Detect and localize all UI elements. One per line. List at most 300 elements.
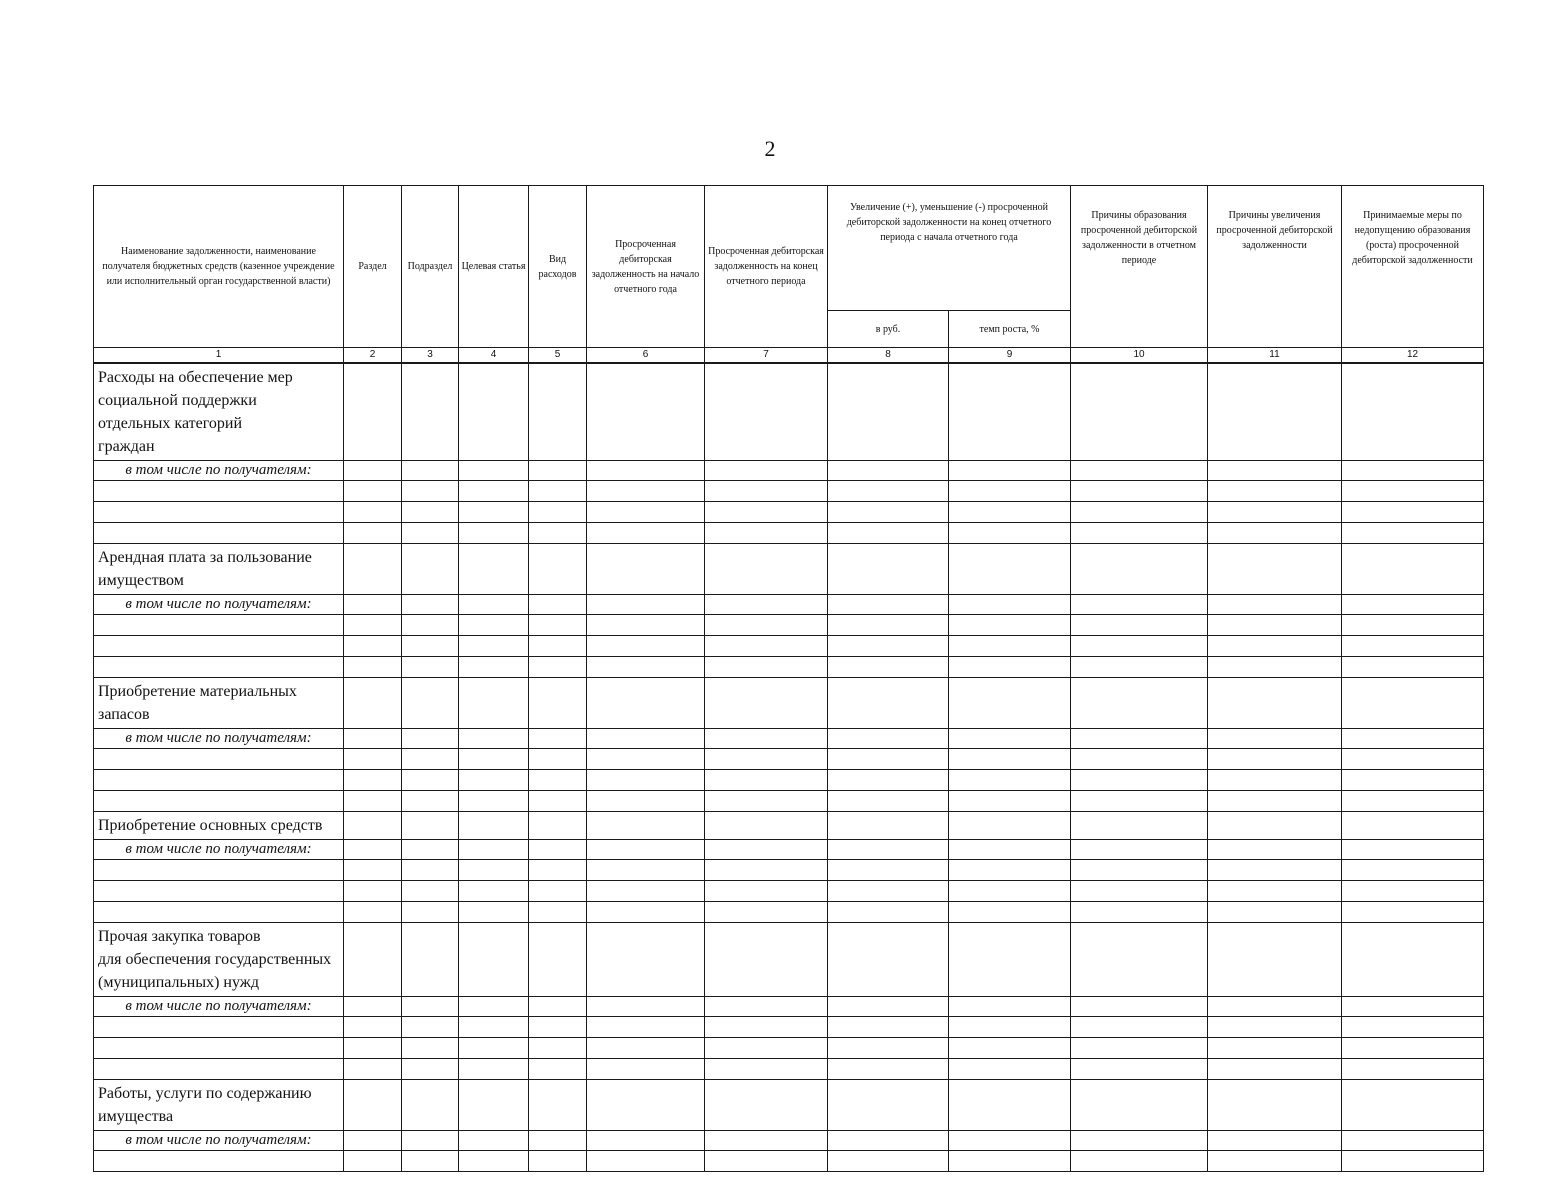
table-cell xyxy=(459,657,529,678)
table-cell xyxy=(828,902,949,923)
section-row xyxy=(94,923,1484,997)
table-cell xyxy=(94,770,344,791)
table-cell xyxy=(705,595,828,615)
table-cell xyxy=(344,881,402,902)
table-cell xyxy=(1071,770,1208,791)
table-cell xyxy=(828,1151,949,1172)
table-cell xyxy=(949,523,1071,544)
column-number: 10 xyxy=(1071,348,1208,364)
table-cell xyxy=(1071,636,1208,657)
table-cell xyxy=(587,923,705,997)
table-cell xyxy=(1071,481,1208,502)
table-body xyxy=(94,363,1484,1172)
table-cell xyxy=(828,860,949,881)
table-cell xyxy=(94,657,344,678)
blank-recipient-row xyxy=(94,523,1484,544)
table-cell xyxy=(1071,923,1208,997)
table-cell xyxy=(344,997,402,1017)
table-cell xyxy=(705,678,828,729)
table-cell xyxy=(529,615,587,636)
table-cell xyxy=(529,523,587,544)
table-cell xyxy=(529,502,587,523)
table-cell xyxy=(344,812,402,840)
table-cell xyxy=(587,678,705,729)
table-cell xyxy=(828,1017,949,1038)
header-section: Раздел xyxy=(344,186,402,348)
table-cell xyxy=(1342,1059,1484,1080)
table-cell xyxy=(587,729,705,749)
table-cell xyxy=(828,502,949,523)
recipients-subheader-label: в том числе по получателям: xyxy=(94,840,344,860)
table-cell xyxy=(1208,544,1342,595)
header-subsection: Подраздел xyxy=(402,186,459,348)
table-cell xyxy=(1208,997,1342,1017)
table-cell xyxy=(344,770,402,791)
table-cell xyxy=(402,729,459,749)
column-number: 8 xyxy=(828,348,949,364)
table-cell xyxy=(1342,363,1484,461)
blank-recipient-row xyxy=(94,636,1484,657)
table-cell xyxy=(1342,729,1484,749)
table-cell xyxy=(1342,1131,1484,1151)
table-cell xyxy=(1208,923,1342,997)
table-cell xyxy=(1208,749,1342,770)
table-cell xyxy=(529,1151,587,1172)
table-cell xyxy=(402,636,459,657)
table-cell xyxy=(587,1017,705,1038)
table-cell xyxy=(828,729,949,749)
table-cell xyxy=(1071,840,1208,860)
table-cell xyxy=(94,1017,344,1038)
table-cell xyxy=(402,544,459,595)
blank-recipient-row xyxy=(94,860,1484,881)
table-cell xyxy=(1342,502,1484,523)
table-cell xyxy=(459,923,529,997)
table-cell xyxy=(1208,481,1342,502)
table-cell xyxy=(1208,523,1342,544)
table-cell xyxy=(949,812,1071,840)
table-cell xyxy=(459,749,529,770)
table-cell xyxy=(94,1038,344,1059)
table-cell xyxy=(1071,881,1208,902)
table-cell xyxy=(1208,902,1342,923)
table-cell xyxy=(705,749,828,770)
table-cell xyxy=(1208,678,1342,729)
recipients-subheader-label: в том числе по получателям: xyxy=(94,595,344,615)
table-cell xyxy=(1342,791,1484,812)
table-cell xyxy=(344,902,402,923)
table-cell xyxy=(587,363,705,461)
table-cell xyxy=(529,1059,587,1080)
table-cell xyxy=(1071,729,1208,749)
blank-recipient-row xyxy=(94,615,1484,636)
header-debt-name: Наименование задолженности, наименование получателя бюджетных средств (казенное учреждение или исполнительный орган государственной власти) xyxy=(94,186,344,348)
table-cell xyxy=(1342,902,1484,923)
recipients-subheader-row xyxy=(94,1131,1484,1151)
table-cell xyxy=(949,1059,1071,1080)
table-cell xyxy=(402,1059,459,1080)
blank-recipient-row xyxy=(94,1059,1484,1080)
table-cell xyxy=(529,636,587,657)
table-cell xyxy=(587,812,705,840)
table-cell xyxy=(1208,1017,1342,1038)
blank-recipient-row xyxy=(94,481,1484,502)
blank-recipient-row xyxy=(94,749,1484,770)
table-cell xyxy=(402,461,459,481)
table-cell xyxy=(459,461,529,481)
table-cell xyxy=(344,615,402,636)
table-cell xyxy=(529,595,587,615)
table-cell xyxy=(1208,1059,1342,1080)
table-cell xyxy=(344,791,402,812)
column-number: 9 xyxy=(949,348,1071,364)
recipients-subheader-label: в том числе по получателям: xyxy=(94,1131,344,1151)
section-label xyxy=(94,544,344,595)
section-row xyxy=(94,363,1484,461)
table-cell xyxy=(1071,595,1208,615)
table-cell xyxy=(402,997,459,1017)
table-cell xyxy=(344,678,402,729)
table-cell xyxy=(587,902,705,923)
table-cell xyxy=(949,749,1071,770)
table-cell xyxy=(344,461,402,481)
table-cell xyxy=(529,1131,587,1151)
blank-recipient-row xyxy=(94,902,1484,923)
table-cell xyxy=(828,657,949,678)
table-cell xyxy=(705,770,828,791)
table-cell xyxy=(1342,997,1484,1017)
table-cell xyxy=(344,1151,402,1172)
table-cell xyxy=(402,840,459,860)
table-cell xyxy=(459,1017,529,1038)
table-cell xyxy=(402,860,459,881)
table-cell xyxy=(94,791,344,812)
section-label-line: Приобретение материальных xyxy=(98,683,297,700)
table-cell xyxy=(1071,657,1208,678)
section-label-line: Прочая закупка товаров xyxy=(98,928,261,945)
table-cell xyxy=(402,791,459,812)
table-cell xyxy=(1071,791,1208,812)
table-cell xyxy=(459,1151,529,1172)
table-cell xyxy=(402,902,459,923)
table-cell xyxy=(1208,595,1342,615)
table-cell xyxy=(949,902,1071,923)
table-cell xyxy=(529,1038,587,1059)
section-row xyxy=(94,812,1484,840)
table-cell xyxy=(828,636,949,657)
table-cell xyxy=(1208,657,1342,678)
section-label-line: граждан xyxy=(98,438,155,455)
table-cell xyxy=(529,461,587,481)
table-cell xyxy=(1342,749,1484,770)
table-cell xyxy=(1071,523,1208,544)
table-cell xyxy=(1342,657,1484,678)
table-cell xyxy=(344,363,402,461)
receivables-report-table xyxy=(93,185,1484,1172)
table-cell xyxy=(1208,840,1342,860)
section-label-line: социальной поддержки xyxy=(98,392,257,409)
blank-recipient-row xyxy=(94,502,1484,523)
table-cell xyxy=(1071,1131,1208,1151)
recipients-subheader-row xyxy=(94,729,1484,749)
table-cell xyxy=(587,997,705,1017)
table-cell xyxy=(828,363,949,461)
table-cell xyxy=(587,657,705,678)
section-label-line: Расходы на обеспечение мер xyxy=(98,369,293,386)
table-cell xyxy=(459,812,529,840)
table-cell xyxy=(705,840,828,860)
table-cell xyxy=(529,881,587,902)
table-cell xyxy=(459,481,529,502)
table-cell xyxy=(344,1080,402,1131)
table-cell xyxy=(587,523,705,544)
table-cell xyxy=(1071,812,1208,840)
table-cell xyxy=(587,461,705,481)
table-cell xyxy=(705,544,828,595)
table-cell xyxy=(1208,791,1342,812)
recipients-subheader-label: в том числе по получателям: xyxy=(94,461,344,481)
table-cell xyxy=(1342,678,1484,729)
table-cell xyxy=(705,1151,828,1172)
section-label-line: (муниципальных) нужд xyxy=(98,974,259,991)
table-cell xyxy=(828,1080,949,1131)
table-cell xyxy=(459,770,529,791)
table-cell xyxy=(587,791,705,812)
table-cell xyxy=(705,997,828,1017)
table-cell xyxy=(459,860,529,881)
section-label xyxy=(94,678,344,729)
table-cell xyxy=(529,657,587,678)
table-cell xyxy=(587,770,705,791)
table-cell xyxy=(828,1059,949,1080)
table-cell xyxy=(344,860,402,881)
table-cell xyxy=(402,749,459,770)
table-cell xyxy=(529,1017,587,1038)
table-cell xyxy=(949,791,1071,812)
table-cell xyxy=(344,1059,402,1080)
table-cell xyxy=(459,595,529,615)
table-cell xyxy=(529,840,587,860)
header-expense-type: Вид расходов xyxy=(529,186,587,348)
table-cell xyxy=(344,1017,402,1038)
table-cell xyxy=(705,902,828,923)
table-cell xyxy=(344,523,402,544)
table-cell xyxy=(949,860,1071,881)
table-cell xyxy=(459,502,529,523)
table-cell xyxy=(587,1131,705,1151)
header-overdue-start: Просроченная дебиторская задолженность на начало отчетного года xyxy=(587,186,705,348)
table-cell xyxy=(1342,881,1484,902)
table-cell xyxy=(529,481,587,502)
table-cell xyxy=(1208,881,1342,902)
column-number: 1 xyxy=(94,348,344,364)
table-cell xyxy=(705,481,828,502)
column-number: 4 xyxy=(459,348,529,364)
table-cell xyxy=(587,840,705,860)
table-cell xyxy=(705,636,828,657)
section-label-line: Работы, услуги по содержанию xyxy=(98,1085,312,1102)
section-label-line: имуществом xyxy=(98,572,184,589)
table-cell xyxy=(529,729,587,749)
table-cell xyxy=(344,749,402,770)
table-cell xyxy=(828,770,949,791)
table-cell xyxy=(94,749,344,770)
column-number: 3 xyxy=(402,348,459,364)
table-cell xyxy=(402,1151,459,1172)
table-cell xyxy=(1208,1038,1342,1059)
table-cell xyxy=(402,481,459,502)
table-cell xyxy=(94,881,344,902)
table-cell xyxy=(94,1151,344,1172)
table-cell xyxy=(459,840,529,860)
table-cell xyxy=(1071,1151,1208,1172)
table-cell xyxy=(94,481,344,502)
table-cell xyxy=(1208,502,1342,523)
section-label xyxy=(94,812,344,840)
table-cell xyxy=(949,1017,1071,1038)
table-cell xyxy=(529,678,587,729)
table-cell xyxy=(587,881,705,902)
table-cell xyxy=(705,812,828,840)
table-cell xyxy=(1208,770,1342,791)
table-cell xyxy=(705,502,828,523)
table-cell xyxy=(1208,615,1342,636)
table-cell xyxy=(402,1080,459,1131)
table-cell xyxy=(344,1131,402,1151)
table-cell xyxy=(949,636,1071,657)
table-cell xyxy=(1342,812,1484,840)
table-cell xyxy=(402,812,459,840)
table-cell xyxy=(1342,770,1484,791)
table-cell xyxy=(705,1131,828,1151)
table-cell xyxy=(1071,860,1208,881)
table-cell xyxy=(459,1131,529,1151)
table-cell xyxy=(1342,1151,1484,1172)
table-cell xyxy=(949,729,1071,749)
section-row xyxy=(94,544,1484,595)
table-cell xyxy=(459,1059,529,1080)
table-cell xyxy=(344,657,402,678)
table-cell xyxy=(94,860,344,881)
table-cell xyxy=(344,481,402,502)
table-cell xyxy=(529,1080,587,1131)
table-cell xyxy=(949,997,1071,1017)
table-cell xyxy=(529,749,587,770)
table-cell xyxy=(1071,544,1208,595)
recipients-subheader-row xyxy=(94,461,1484,481)
table-cell xyxy=(344,544,402,595)
table-cell xyxy=(459,523,529,544)
table-cell xyxy=(94,502,344,523)
table-cell xyxy=(1071,615,1208,636)
table-cell xyxy=(828,615,949,636)
recipients-subheader-row xyxy=(94,595,1484,615)
blank-recipient-row xyxy=(94,770,1484,791)
table-cell xyxy=(705,881,828,902)
table-cell xyxy=(94,615,344,636)
table-cell xyxy=(828,678,949,729)
table-cell xyxy=(94,902,344,923)
table-cell xyxy=(529,363,587,461)
section-label-line: Арендная плата за пользование xyxy=(98,549,312,566)
table-cell xyxy=(1208,363,1342,461)
table-cell xyxy=(587,749,705,770)
table-cell xyxy=(1071,678,1208,729)
table-cell xyxy=(1342,461,1484,481)
table-cell xyxy=(402,595,459,615)
table-cell xyxy=(529,860,587,881)
table-cell xyxy=(94,1059,344,1080)
page-number: 2 xyxy=(764,136,776,161)
table-cell xyxy=(94,523,344,544)
table-cell xyxy=(402,1017,459,1038)
table-cell xyxy=(402,678,459,729)
table-cell xyxy=(1342,840,1484,860)
table-cell xyxy=(1342,860,1484,881)
table-cell xyxy=(949,923,1071,997)
header-change-group: Увеличение (+), уменьшение (-) просроченной дебиторской задолженности на конец отчетного периода с начала отчетного года xyxy=(828,186,1071,311)
table-cell xyxy=(705,1017,828,1038)
table-cell xyxy=(402,881,459,902)
table-cell xyxy=(459,1080,529,1131)
table-cell xyxy=(949,595,1071,615)
recipients-subheader-row xyxy=(94,840,1484,860)
table-cell xyxy=(459,729,529,749)
table-cell xyxy=(828,1038,949,1059)
column-number: 6 xyxy=(587,348,705,364)
table-cell xyxy=(949,461,1071,481)
table-cell xyxy=(828,595,949,615)
table-cell xyxy=(1071,461,1208,481)
table-cell xyxy=(828,881,949,902)
table-cell xyxy=(402,770,459,791)
table-cell xyxy=(402,502,459,523)
table-cell xyxy=(587,615,705,636)
table-cell xyxy=(344,729,402,749)
table-cell xyxy=(402,657,459,678)
table-cell xyxy=(1342,523,1484,544)
column-numbers-row xyxy=(94,348,1484,364)
table-cell xyxy=(1071,1038,1208,1059)
section-label xyxy=(94,363,344,461)
table-cell xyxy=(949,770,1071,791)
table-cell xyxy=(402,923,459,997)
table-cell xyxy=(587,1080,705,1131)
table-cell xyxy=(402,615,459,636)
header-overdue-end: Просроченная дебиторская задолженность на конец отчетного периода xyxy=(705,186,828,348)
table-cell xyxy=(828,997,949,1017)
table-cell xyxy=(705,923,828,997)
table-cell xyxy=(828,544,949,595)
recipients-subheader-row xyxy=(94,997,1484,1017)
table-cell xyxy=(529,812,587,840)
section-label-line: запасов xyxy=(98,706,150,723)
blank-recipient-row xyxy=(94,1038,1484,1059)
table-cell xyxy=(344,636,402,657)
table-cell xyxy=(1071,1059,1208,1080)
recipients-subheader-label: в том числе по получателям: xyxy=(94,729,344,749)
table-cell xyxy=(705,1038,828,1059)
table-cell xyxy=(402,363,459,461)
table-cell xyxy=(949,363,1071,461)
table-cell xyxy=(587,544,705,595)
table-cell xyxy=(459,1038,529,1059)
table-cell xyxy=(529,770,587,791)
table-cell xyxy=(705,657,828,678)
section-row xyxy=(94,1080,1484,1131)
table-cell xyxy=(1071,902,1208,923)
table-cell xyxy=(459,881,529,902)
